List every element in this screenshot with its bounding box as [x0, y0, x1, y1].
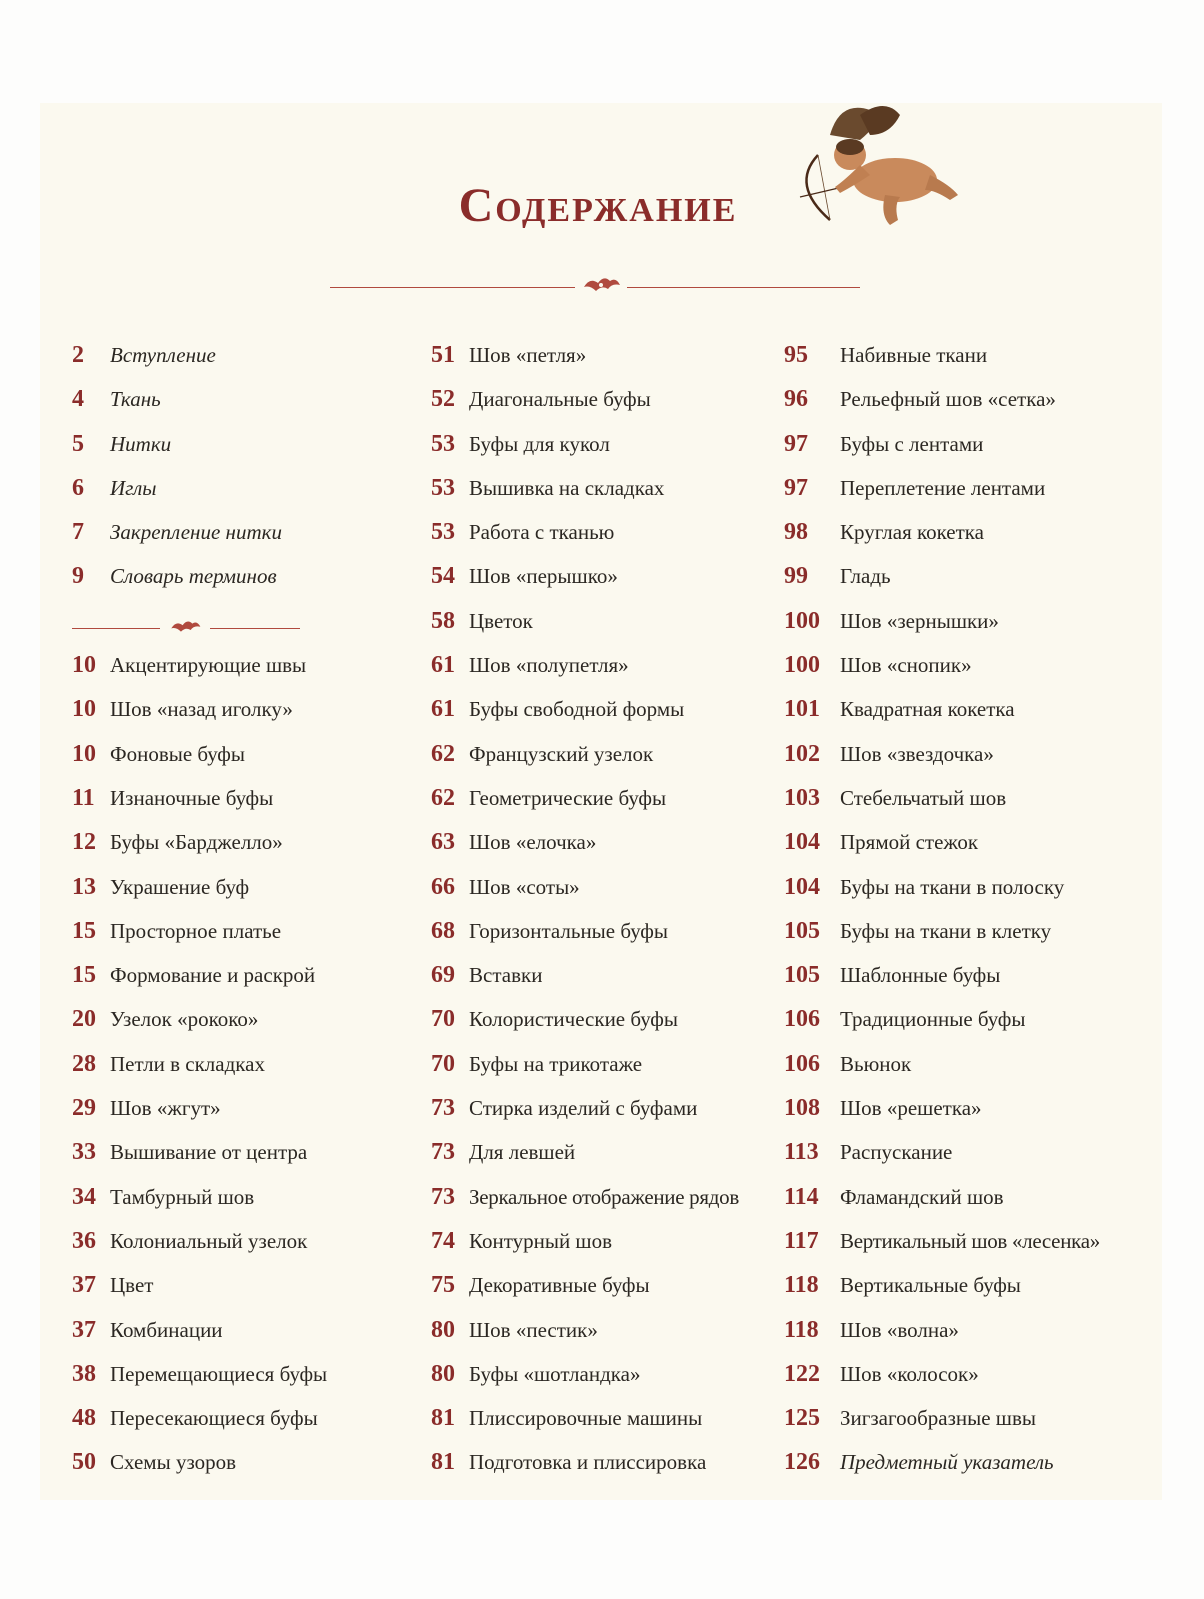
entry-label: Вставки [469, 963, 543, 988]
entry-label: Буфы на трикотаже [469, 1051, 643, 1076]
entry-label: Шов «волна» [840, 1317, 959, 1342]
toc-entry[interactable] [431, 652, 739, 696]
page-number: 61 [431, 696, 455, 723]
entry-label: Шов «пестик» [469, 1317, 598, 1342]
toc-entry[interactable] [72, 563, 327, 607]
entry-label: Для левшей [469, 1140, 576, 1165]
toc-entry[interactable] [784, 1095, 1100, 1139]
page-number: 73 [431, 1139, 455, 1166]
entry-label: Набивные ткани [840, 343, 988, 367]
toc-entry[interactable] [784, 962, 1100, 1006]
page-number: 73 [431, 1183, 455, 1210]
toc-entry[interactable] [431, 785, 739, 829]
toc-entry[interactable] [431, 608, 739, 652]
toc-entry[interactable] [431, 342, 739, 386]
entry-label: Вертикальный шов «лесенка» [840, 1228, 1100, 1253]
toc-entry[interactable] [72, 652, 327, 696]
page-number: 63 [431, 829, 455, 856]
entry-label: Изнаночные буфы [110, 785, 274, 810]
page-number: 11 [72, 784, 95, 811]
toc-entry[interactable] [784, 1272, 1100, 1316]
toc-entry[interactable] [431, 1228, 739, 1272]
page-number: 66 [431, 873, 455, 900]
toc-entry[interactable] [784, 785, 1100, 829]
entry-label: Стебельчатый шов [840, 785, 1007, 810]
page-number: 114 [784, 1183, 819, 1210]
page-number: 13 [72, 873, 96, 900]
toc-entry[interactable] [431, 475, 739, 519]
page-number: 28 [72, 1050, 96, 1077]
toc-entry[interactable] [784, 431, 1100, 475]
page-number: 38 [72, 1360, 96, 1387]
page-title: Содержание [458, 179, 738, 232]
toc-entry[interactable] [784, 829, 1100, 873]
toc-entry[interactable] [431, 1449, 739, 1493]
page-number: 74 [431, 1227, 455, 1254]
entry-label: Зеркальное отображение рядов [469, 1184, 739, 1209]
toc-entry[interactable] [72, 431, 327, 475]
entry-label: Формование и раскрой [110, 963, 316, 988]
toc-entry[interactable] [72, 696, 327, 740]
entry-label: Перемещающиеся буфы [110, 1361, 328, 1386]
toc-entry[interactable] [72, 1184, 327, 1228]
page-number: 106 [784, 1006, 820, 1033]
entry-label: Шов «колосок» [840, 1361, 979, 1386]
entry-label: Горизонтальные буфы [469, 918, 668, 943]
toc-column-2 [431, 342, 739, 1494]
toc-entry[interactable] [72, 386, 327, 430]
toc-entry[interactable] [72, 1361, 327, 1405]
toc-entry[interactable] [784, 1184, 1100, 1228]
page-number: 105 [784, 917, 820, 944]
page-number: 69 [431, 962, 455, 989]
page-number: 97 [784, 430, 808, 457]
entry-label: Круглая кокетка [840, 520, 985, 545]
toc-entry[interactable] [784, 874, 1100, 918]
page-number: 100 [784, 652, 820, 679]
entry-label: Цвет [110, 1273, 154, 1298]
entry-label: Просторное платье [110, 918, 282, 943]
page-number: 4 [72, 386, 84, 413]
page-number: 108 [784, 1095, 820, 1122]
toc-entry[interactable] [431, 386, 739, 430]
toc-entry[interactable] [72, 1006, 327, 1050]
entry-label: Вьюнок [840, 1051, 912, 1076]
entry-label: Вертикальные буфы [840, 1273, 1021, 1298]
page-number: 48 [72, 1405, 96, 1432]
toc-entry[interactable] [431, 829, 739, 873]
entry-label: Французский узелок [469, 741, 654, 766]
toc-entry[interactable] [72, 519, 327, 563]
page-number: 20 [72, 1006, 96, 1033]
entry-label: Шов «соты» [469, 874, 580, 899]
toc-entry[interactable] [431, 1405, 739, 1449]
page-number: 10 [72, 740, 96, 767]
page-number: 80 [431, 1360, 455, 1387]
page-number: 53 [431, 430, 455, 457]
toc-entry[interactable] [72, 1139, 327, 1183]
page-number: 80 [431, 1316, 455, 1343]
toc-entry[interactable] [784, 918, 1100, 962]
entry-label: Колониальный узелок [110, 1228, 308, 1253]
page-number: 37 [72, 1316, 96, 1343]
entry-label: Узелок «рококо» [110, 1007, 259, 1032]
toc-entry[interactable] [431, 918, 739, 962]
toc-entry[interactable] [784, 1139, 1100, 1183]
toc-entry[interactable] [784, 608, 1100, 652]
entry-label: Гладь [840, 564, 891, 589]
toc-entry[interactable] [72, 342, 327, 386]
page-number: 105 [784, 962, 820, 989]
toc-entry[interactable] [72, 1272, 327, 1316]
entry-label: Буфы на ткани в полоску [840, 874, 1065, 899]
toc-entry[interactable] [431, 1095, 739, 1139]
divider-right [210, 628, 300, 629]
page-number: 51 [431, 342, 455, 368]
page-number: 104 [784, 873, 820, 900]
toc-entry[interactable] [431, 563, 739, 607]
entry-label: Буфы на ткани в клетку [840, 918, 1052, 943]
entry-label: Буфы для кукол [469, 431, 610, 456]
entry-label: Плиссировочные машины [469, 1406, 703, 1431]
page-number: 52 [431, 386, 455, 413]
page-number: 53 [431, 474, 455, 501]
toc-entry[interactable] [72, 918, 327, 962]
toc-entry[interactable] [431, 1139, 739, 1183]
entry-label: Шов «перышко» [469, 564, 618, 589]
page-number: 33 [72, 1139, 96, 1166]
page-number: 118 [784, 1272, 819, 1299]
toc-column-3 [784, 342, 1100, 1494]
page-number: 61 [431, 652, 455, 679]
page-number: 7 [72, 519, 84, 546]
entry-label: Шов «жгут» [110, 1096, 221, 1121]
toc-column-1 [72, 342, 327, 1494]
entry-label: Украшение буф [110, 874, 250, 899]
page-number: 5 [72, 430, 84, 457]
entry-label: Стирка изделий с буфами [469, 1096, 698, 1121]
page-number: 62 [431, 784, 455, 811]
entry-label: Тамбурный шов [110, 1184, 255, 1209]
page-number: 54 [431, 563, 455, 590]
toc-entry[interactable] [784, 342, 1100, 386]
entry-label: Традиционные буфы [840, 1007, 1026, 1032]
entry-label: Предметный указатель [840, 1450, 1054, 1475]
page-number: 37 [72, 1272, 96, 1299]
toc-entry[interactable] [784, 1405, 1100, 1449]
page-number: 6 [72, 474, 84, 501]
page-number: 70 [431, 1006, 455, 1033]
entry-label: Буфы «Барджелло» [110, 830, 283, 855]
page-number: 81 [431, 1405, 455, 1432]
entry-label: Словарь терминов [110, 564, 277, 589]
page-number: 97 [784, 474, 808, 501]
entry-label: Петли в складках [110, 1051, 265, 1076]
divider-left [72, 628, 160, 629]
page-number: 15 [72, 917, 96, 944]
entry-label: Закрепление нитки [110, 520, 282, 545]
toc-entry[interactable] [784, 475, 1100, 519]
page-number: 29 [72, 1095, 96, 1122]
toc-entry[interactable] [72, 962, 327, 1006]
entry-label: Шов «полупетля» [469, 653, 629, 678]
divider-left [330, 287, 575, 288]
entry-label: Схемы узоров [110, 1450, 237, 1475]
page-number: 125 [784, 1405, 820, 1432]
ornament-icon [168, 616, 202, 636]
page-number: 104 [784, 829, 820, 856]
toc-entry[interactable] [72, 785, 327, 829]
entry-label: Шов «снопик» [840, 653, 972, 678]
page-number: 103 [784, 784, 820, 811]
entry-label: Шаблонные буфы [840, 963, 1001, 988]
toc-entry[interactable] [431, 1272, 739, 1316]
page-number: 10 [72, 696, 96, 723]
toc-entry[interactable] [72, 1095, 327, 1139]
entry-label: Колористические буфы [469, 1007, 678, 1032]
entry-label: Нитки [110, 431, 172, 456]
toc-entry[interactable] [431, 1361, 739, 1405]
page-number: 118 [784, 1316, 819, 1343]
entry-label: Акцентирующие швы [110, 653, 307, 678]
toc-entry[interactable] [72, 829, 327, 873]
entry-label: Шов «зернышки» [840, 608, 999, 633]
toc-entry[interactable] [431, 1184, 739, 1228]
page-number: 122 [784, 1360, 820, 1387]
toc-entry[interactable] [431, 741, 739, 785]
entry-label: Рельефный шов «сетка» [840, 387, 1056, 412]
page-number: 50 [72, 1449, 96, 1476]
page-number: 95 [784, 342, 808, 368]
page-number: 81 [431, 1449, 455, 1476]
toc-entry[interactable] [784, 652, 1100, 696]
page-number: 113 [784, 1139, 819, 1166]
entry-label: Диагональные буфы [469, 387, 651, 412]
entry-label: Ткань [110, 387, 161, 412]
entry-label: Шов «елочка» [469, 830, 597, 855]
toc-entry[interactable] [784, 696, 1100, 740]
page-number: 106 [784, 1050, 820, 1077]
page-number: 73 [431, 1095, 455, 1122]
page-number: 101 [784, 696, 820, 723]
page-number: 2 [72, 342, 84, 368]
entry-label: Вступление [110, 343, 216, 367]
toc-entry[interactable] [72, 1449, 327, 1493]
entry-label: Контурный шов [469, 1228, 613, 1253]
page-number: 126 [784, 1449, 820, 1476]
entry-label: Фоновые буфы [110, 741, 246, 766]
toc-entry[interactable] [784, 1317, 1100, 1361]
entry-label: Переплетение лентами [840, 475, 1046, 500]
toc-entry[interactable] [784, 1051, 1100, 1095]
page-number: 9 [72, 563, 84, 590]
page-number: 102 [784, 740, 820, 767]
toc-entry[interactable] [72, 475, 327, 519]
entry-label: Буфы «шотландка» [469, 1361, 641, 1386]
toc-entry[interactable] [431, 696, 739, 740]
page-number: 12 [72, 829, 96, 856]
toc-entry[interactable] [72, 874, 327, 918]
entry-label: Шов «петля» [469, 343, 587, 367]
entry-label: Шов «решетка» [840, 1096, 982, 1121]
page-number: 100 [784, 607, 820, 634]
toc-entry[interactable] [784, 1449, 1100, 1493]
cupid-illustration [790, 105, 960, 235]
toc-entry[interactable] [784, 1006, 1100, 1050]
toc-entry[interactable] [431, 874, 739, 918]
toc-entry[interactable] [431, 1051, 739, 1095]
entry-label: Вышивание от центра [110, 1140, 308, 1165]
divider-right [627, 287, 860, 288]
page-number: 62 [431, 740, 455, 767]
entry-label: Комбинации [110, 1317, 223, 1342]
toc-entry[interactable] [72, 1317, 327, 1361]
entry-label: Работа с тканью [469, 520, 615, 545]
page-number: 96 [784, 386, 808, 413]
entry-label: Иглы [110, 475, 157, 500]
page-number: 36 [72, 1227, 96, 1254]
page-number: 99 [784, 563, 808, 590]
page-number: 15 [72, 962, 96, 989]
entry-label: Цветок [469, 608, 533, 633]
toc-entry[interactable] [784, 563, 1100, 607]
entry-label: Шов «назад иголку» [110, 697, 293, 722]
entry-label: Прямой стежок [840, 830, 979, 855]
page-number: 68 [431, 917, 455, 944]
toc-entry[interactable] [431, 1317, 739, 1361]
page-number: 98 [784, 519, 808, 546]
entry-label: Буфы свободной формы [469, 697, 685, 722]
toc-entry[interactable] [72, 1405, 327, 1449]
page-number: 75 [431, 1272, 455, 1299]
page-number: 10 [72, 652, 96, 679]
entry-label: Декоративные буфы [469, 1273, 650, 1298]
toc-entry[interactable] [784, 519, 1100, 563]
toc-entry[interactable] [784, 1361, 1100, 1405]
toc-entry[interactable] [72, 1228, 327, 1272]
entry-label: Распускание [840, 1140, 953, 1165]
toc-entry[interactable] [72, 741, 327, 785]
toc-entry[interactable] [431, 1006, 739, 1050]
entry-label: Буфы с лентами [840, 431, 984, 456]
entry-label: Квадратная кокетка [840, 697, 1015, 722]
page-number: 53 [431, 519, 455, 546]
ornament-icon [580, 273, 622, 295]
toc-entry[interactable] [431, 431, 739, 475]
toc-entry[interactable] [784, 741, 1100, 785]
entry-label: Фламандский шов [840, 1184, 1004, 1209]
page-number: 117 [784, 1227, 819, 1254]
entry-label: Подготовка и плиссировка [469, 1450, 707, 1475]
toc-entry[interactable] [72, 1051, 327, 1095]
toc-entry[interactable] [431, 519, 739, 563]
entry-label: Вышивка на складках [469, 475, 665, 500]
entry-label: Зигзагообразные швы [840, 1406, 1036, 1431]
entry-label: Шов «звездочка» [840, 741, 994, 766]
page-number: 58 [431, 607, 455, 634]
entry-label: Геометрические буфы [469, 785, 667, 810]
page-number: 34 [72, 1183, 96, 1210]
page-number: 70 [431, 1050, 455, 1077]
entry-label: Пересекающиеся буфы [110, 1406, 318, 1431]
section-divider [72, 608, 327, 652]
toc-entry[interactable] [431, 962, 739, 1006]
toc-entry[interactable] [784, 386, 1100, 430]
toc-entry[interactable] [784, 1228, 1100, 1272]
